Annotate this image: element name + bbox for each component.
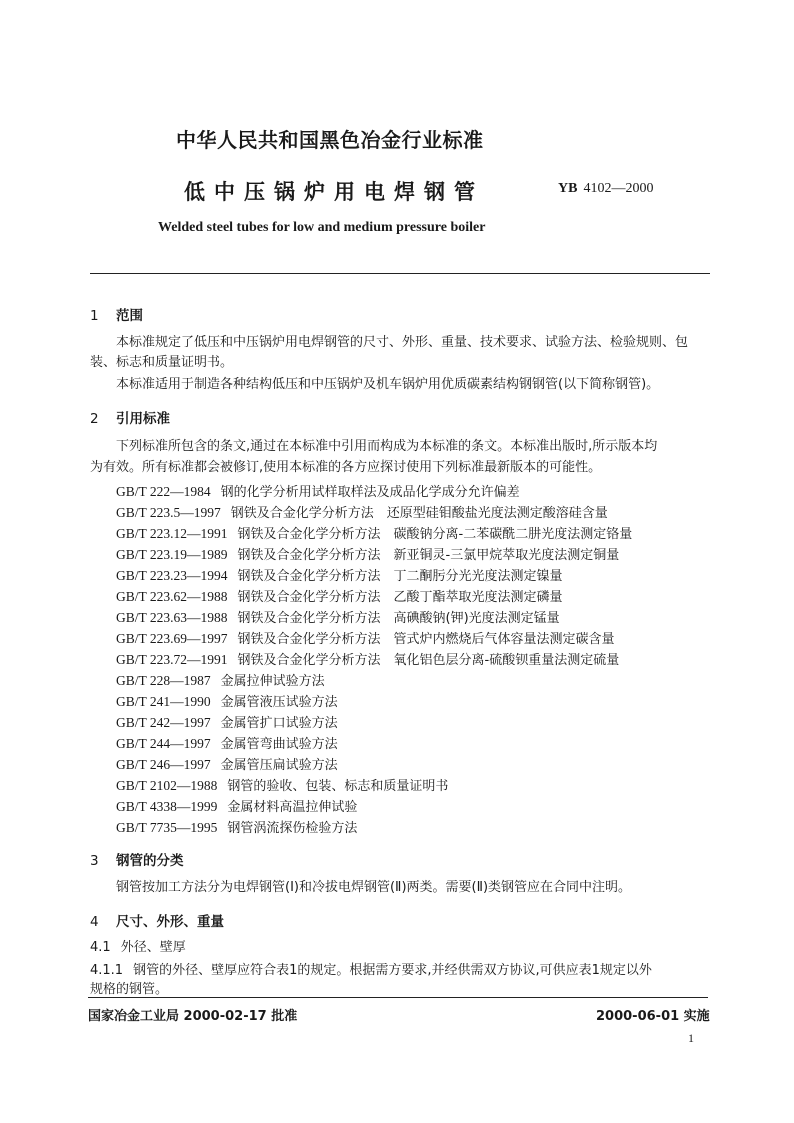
reference-code: GB/T 242—1997 xyxy=(116,715,211,730)
reference-title: 钢铁及合金化学分析方法 还原型硅钼酸盐光度法测定酸溶硅含量 xyxy=(230,506,608,521)
reference-title: 金属管液压试验方法 xyxy=(220,695,338,710)
reference-item xyxy=(116,544,619,563)
reference-code: GB/T 223.72—1991 xyxy=(116,652,228,667)
reference-title: 钢管的验收、包装、标志和质量证明书 xyxy=(227,779,449,794)
reference-code: GB/T 241—1990 xyxy=(116,694,211,709)
reference-item xyxy=(116,649,619,668)
reference-title: 钢铁及合金化学分析方法 高碘酸钠(钾)光度法测定锰量 xyxy=(237,611,560,626)
reference-code: GB/T 223.23—1994 xyxy=(116,568,228,583)
standard-code xyxy=(558,181,653,197)
reference-item xyxy=(116,565,563,584)
reference-code: GB/T 7735—1995 xyxy=(116,820,218,835)
reference-item xyxy=(116,607,560,626)
section-1-number: 1 xyxy=(90,308,99,324)
footer-divider xyxy=(88,997,708,998)
reference-title: 钢管涡流探伤检验方法 xyxy=(227,821,358,836)
reference-code: GB/T 223.62—1988 xyxy=(116,589,228,604)
section-2-para-line-2: 为有效。所有标准都会被修订,使用本标准的各方应探讨使用下列标准最新版本的可能性。 xyxy=(90,460,602,475)
reference-title: 钢铁及合金化学分析方法 碳酸钠分离-二苯碳酰二肼光度法测定铬量 xyxy=(237,527,633,542)
reference-code: GB/T 246—1997 xyxy=(116,757,211,772)
reference-title: 金属材料高温拉伸试验 xyxy=(227,800,358,815)
section-1-para-1-line-1: 本标准规定了低压和中压锅炉用电焊钢管的尺寸、外形、重量、技术要求、试验方法、检验规则、包 xyxy=(116,335,689,350)
subsection-4-1-title: 外径、壁厚 xyxy=(120,940,186,955)
section-2-para-line-1: 下列标准所包含的条文,通过在本标准中引用而构成为本标准的条文。本标准出版时,所示版本均 xyxy=(116,439,658,454)
reference-item xyxy=(116,712,338,731)
reference-code: GB/T 222—1984 xyxy=(116,484,211,499)
reference-title: 钢铁及合金化学分析方法 乙酸丁酯萃取光度法测定磷量 xyxy=(237,590,563,605)
reference-title: 金属管压扁试验方法 xyxy=(220,758,338,773)
document-title-english: Welded steel tubes for low and medium pressure boiler xyxy=(158,220,486,235)
standard-series-title: 中华人民共和国黑色冶金行业标准 xyxy=(176,128,484,152)
reference-item xyxy=(116,775,448,794)
section-1-heading xyxy=(90,304,143,324)
section-3-heading xyxy=(90,849,184,869)
reference-title: 金属管扩口试验方法 xyxy=(220,716,338,731)
subsection-4-1-1-text: 钢管的外径、壁厚应符合表1的规定。根据需方要求,并经供需双方协议,可供应表1规定以外 xyxy=(133,963,652,978)
effective-date: 2000-06-01 实施 xyxy=(596,1009,710,1024)
reference-title: 钢铁及合金化学分析方法 氧化铝色层分离-硫酸钡重量法测定硫量 xyxy=(237,653,620,668)
section-1-para-2: 本标准适用于制造各种结构低压和中压锅炉及机车锅炉用优质碳素结构钢钢管(以下简称钢管)。 xyxy=(116,377,660,392)
reference-code: GB/T 228—1987 xyxy=(116,673,211,688)
reference-code: GB/T 2102—1988 xyxy=(116,778,218,793)
reference-item xyxy=(116,691,338,710)
reference-title: 金属拉伸试验方法 xyxy=(220,674,325,689)
section-3-title: 钢管的分类 xyxy=(116,853,184,869)
reference-code: GB/T 223.63—1988 xyxy=(116,610,228,625)
section-4-number: 4 xyxy=(90,914,99,930)
standard-code-prefix: YB xyxy=(558,181,578,196)
subsection-4-1 xyxy=(90,937,186,959)
reference-item xyxy=(116,502,608,521)
subsection-4-1-1-number: 4.1.1 xyxy=(90,963,124,978)
reference-item xyxy=(116,523,632,542)
reference-item xyxy=(116,754,338,773)
reference-code: GB/T 223.12—1991 xyxy=(116,526,228,541)
reference-title: 钢铁及合金化学分析方法 管式炉内燃烧后气体容量法测定碳含量 xyxy=(237,632,615,647)
reference-code: GB/T 4338—1999 xyxy=(116,799,218,814)
reference-code: GB/T 223.19—1989 xyxy=(116,547,228,562)
section-3-para: 钢管按加工方法分为电焊钢管(Ⅰ)和冷拔电焊钢管(Ⅱ)两类。需要(Ⅱ)类钢管应在合同中注明。 xyxy=(116,880,632,895)
reference-item xyxy=(116,796,357,815)
section-4-heading xyxy=(90,910,224,930)
section-3-number: 3 xyxy=(90,853,99,869)
section-2-title: 引用标准 xyxy=(116,411,170,427)
subsection-4-1-1-line-2: 规格的钢管。 xyxy=(90,982,169,997)
reference-code: GB/T 223.5—1997 xyxy=(116,505,221,520)
reference-item xyxy=(116,733,338,752)
section-1-title: 范围 xyxy=(116,308,143,324)
page-number: 1 xyxy=(688,1031,694,1045)
reference-title: 钢铁及合金化学分析方法 丁二酮肟分光光度法测定镍量 xyxy=(237,569,563,584)
header-divider xyxy=(90,273,710,274)
reference-item xyxy=(116,817,357,836)
section-2-number: 2 xyxy=(90,411,99,427)
standard-code-number: 4102—2000 xyxy=(583,181,654,196)
reference-code: GB/T 244—1997 xyxy=(116,736,211,751)
section-2-heading xyxy=(90,407,170,427)
reference-item xyxy=(116,481,520,500)
reference-item xyxy=(116,670,325,689)
reference-title: 金属管弯曲试验方法 xyxy=(220,737,338,752)
subsection-4-1-1-line-1 xyxy=(90,960,652,982)
reference-code: GB/T 223.69—1997 xyxy=(116,631,228,646)
reference-title: 钢的化学分析用试样取样法及成品化学成分允许偏差 xyxy=(220,485,520,500)
reference-title: 钢铁及合金化学分析方法 新亚铜灵-三氯甲烷萃取光度法测定铜量 xyxy=(237,548,620,563)
reference-item xyxy=(116,628,615,647)
section-1-para-1-line-2: 装、标志和质量证明书。 xyxy=(90,355,234,370)
approval-issued-by: 国家冶金工业局 2000-02-17 批准 xyxy=(88,1009,298,1024)
section-4-title: 尺寸、外形、重量 xyxy=(116,914,224,930)
subsection-4-1-number: 4.1 xyxy=(90,940,111,955)
document-title: 低中压锅炉用电焊钢管 xyxy=(184,180,484,204)
reference-item xyxy=(116,586,563,605)
